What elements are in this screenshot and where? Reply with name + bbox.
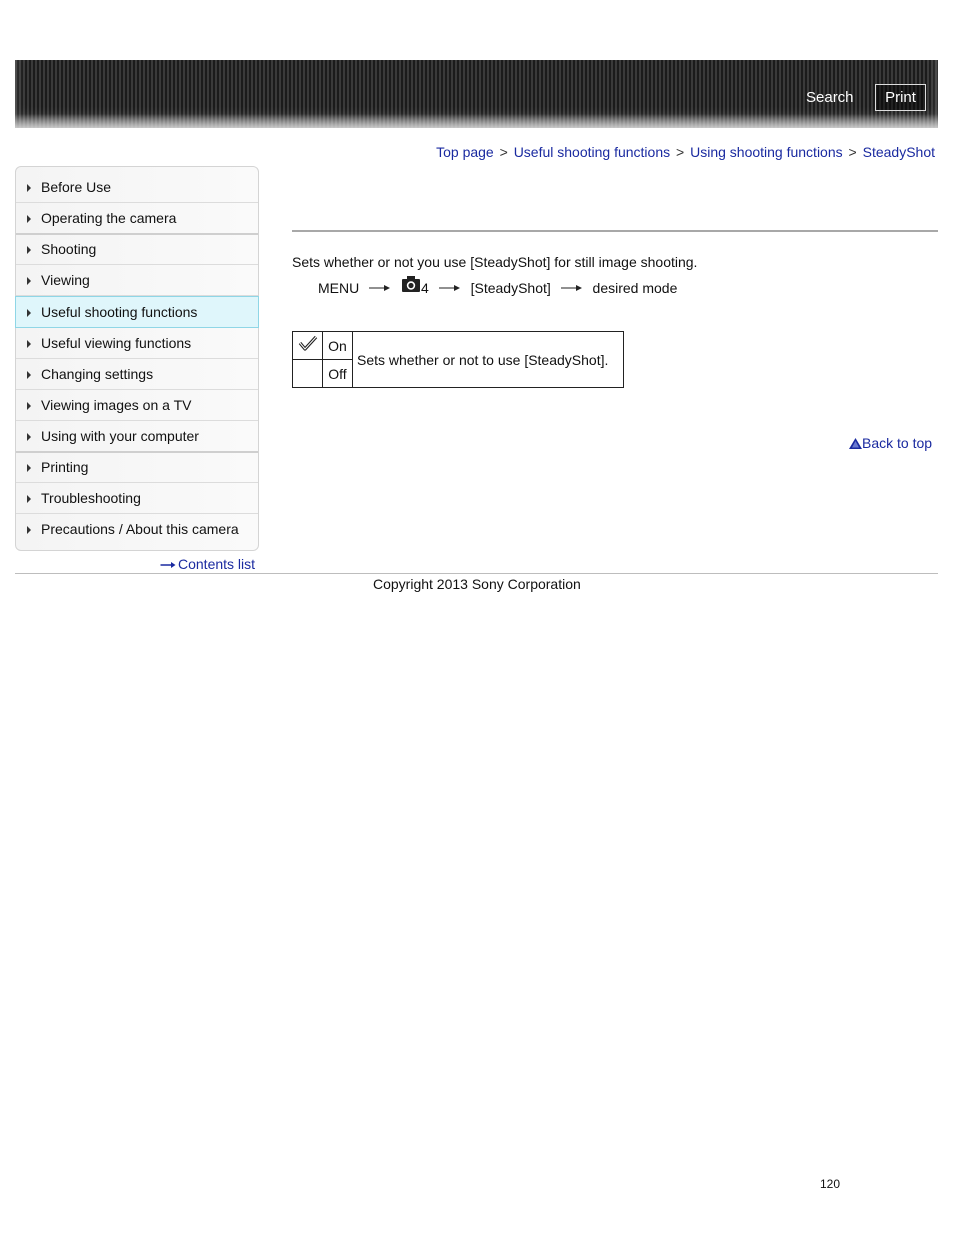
triangle-right-icon	[27, 433, 31, 441]
sidebar-item-label: Printing	[41, 459, 89, 475]
camera-icon	[401, 275, 421, 293]
arrow-right-icon	[561, 284, 583, 292]
option-description: Sets whether or not to use [SteadyShot].	[353, 332, 624, 388]
page-number: 120	[820, 1177, 841, 1191]
empty-cell	[293, 360, 323, 388]
triangle-right-icon	[27, 464, 31, 472]
breadcrumb-top-page[interactable]: Top page	[436, 144, 494, 160]
triangle-right-icon	[27, 340, 31, 348]
sidebar-item-using-with-your-computer[interactable]	[16, 421, 258, 453]
options-table	[292, 331, 624, 388]
sidebar-item-label: Viewing images on a TV	[41, 397, 192, 413]
sidebar-item-viewing-images-on-a-tv[interactable]	[16, 390, 258, 421]
breadcrumb-separator: >	[676, 144, 685, 160]
default-marker-cell	[293, 332, 323, 360]
sidebar-item-label: Viewing	[41, 272, 90, 288]
menu-item-steadyshot: [SteadyShot]	[470, 280, 551, 297]
triangle-right-icon	[27, 215, 31, 223]
sidebar-item-troubleshooting[interactable]	[16, 483, 258, 514]
back-to-top-label: Back to top	[862, 435, 933, 451]
menu-label: MENU	[318, 280, 360, 297]
contents-list-link[interactable]	[158, 556, 255, 572]
breadcrumb	[436, 144, 935, 160]
breadcrumb-steadyshot[interactable]: SteadyShot	[862, 144, 935, 160]
triangle-right-icon	[27, 495, 31, 503]
breadcrumb-separator: >	[848, 144, 857, 160]
arrow-right-icon	[439, 284, 461, 292]
header-bar	[15, 60, 938, 128]
sidebar-item-label: Using with your computer	[41, 428, 199, 444]
sidebar-item-label: Useful viewing functions	[41, 335, 192, 351]
sidebar-item-viewing[interactable]	[16, 265, 258, 296]
option-on: On	[323, 332, 353, 360]
sidebar-nav	[15, 166, 259, 551]
checkmark-icon	[297, 334, 319, 354]
sidebar-item-changing-settings[interactable]	[16, 359, 258, 390]
back-to-top-link[interactable]	[849, 435, 932, 451]
sidebar-item-label: Changing settings	[41, 366, 154, 382]
title-divider	[292, 230, 938, 232]
sidebar-item-label: Shooting	[41, 241, 97, 257]
sidebar-item-useful-viewing-functions[interactable]	[16, 328, 258, 359]
camera-tab-number: 4	[421, 280, 429, 297]
sidebar-item-label: Operating the camera	[41, 210, 177, 226]
arrow-right-icon	[369, 284, 391, 292]
table-row	[293, 332, 624, 360]
breadcrumb-separator: >	[499, 144, 508, 160]
triangle-right-icon	[27, 184, 31, 192]
sidebar-item-operating-the-camera[interactable]	[16, 203, 258, 235]
copyright-text: Copyright 2013 Sony Corporation	[373, 576, 581, 592]
menu-target: desired mode	[592, 280, 678, 297]
sidebar-item-printing[interactable]	[16, 452, 258, 483]
sidebar-item-precautions[interactable]	[16, 514, 258, 544]
sidebar-item-useful-shooting-functions[interactable]	[15, 296, 259, 328]
arrow-right-icon	[158, 562, 178, 568]
option-off: Off	[323, 360, 353, 388]
footer-divider	[15, 573, 938, 574]
description-text: Sets whether or not you use [SteadyShot] for still image shooting.	[292, 254, 698, 270]
sidebar-item-label: Precautions / About this camera	[41, 521, 239, 537]
print-button[interactable]: Print	[875, 84, 926, 111]
menu-path	[318, 279, 677, 296]
sidebar-item-label: Troubleshooting	[41, 490, 141, 506]
sidebar-item-label: Before Use	[41, 179, 112, 195]
sidebar-item-shooting[interactable]	[16, 234, 258, 265]
sidebar-item-before-use[interactable]	[16, 172, 258, 203]
triangle-right-icon	[27, 371, 31, 379]
triangle-right-icon	[27, 526, 31, 534]
search-link[interactable]: Search	[806, 89, 854, 106]
triangle-right-icon	[27, 246, 31, 254]
triangle-right-icon	[27, 309, 31, 317]
breadcrumb-useful-shooting-functions[interactable]: Useful shooting functions	[513, 144, 671, 160]
triangle-right-icon	[27, 277, 31, 285]
breadcrumb-using-shooting-functions[interactable]: Using shooting functions	[690, 144, 843, 160]
sidebar-item-label: Useful shooting functions	[41, 304, 198, 320]
triangle-right-icon	[27, 402, 31, 410]
contents-list-label: Contents list	[178, 556, 256, 572]
triangle-up-icon	[849, 438, 862, 449]
